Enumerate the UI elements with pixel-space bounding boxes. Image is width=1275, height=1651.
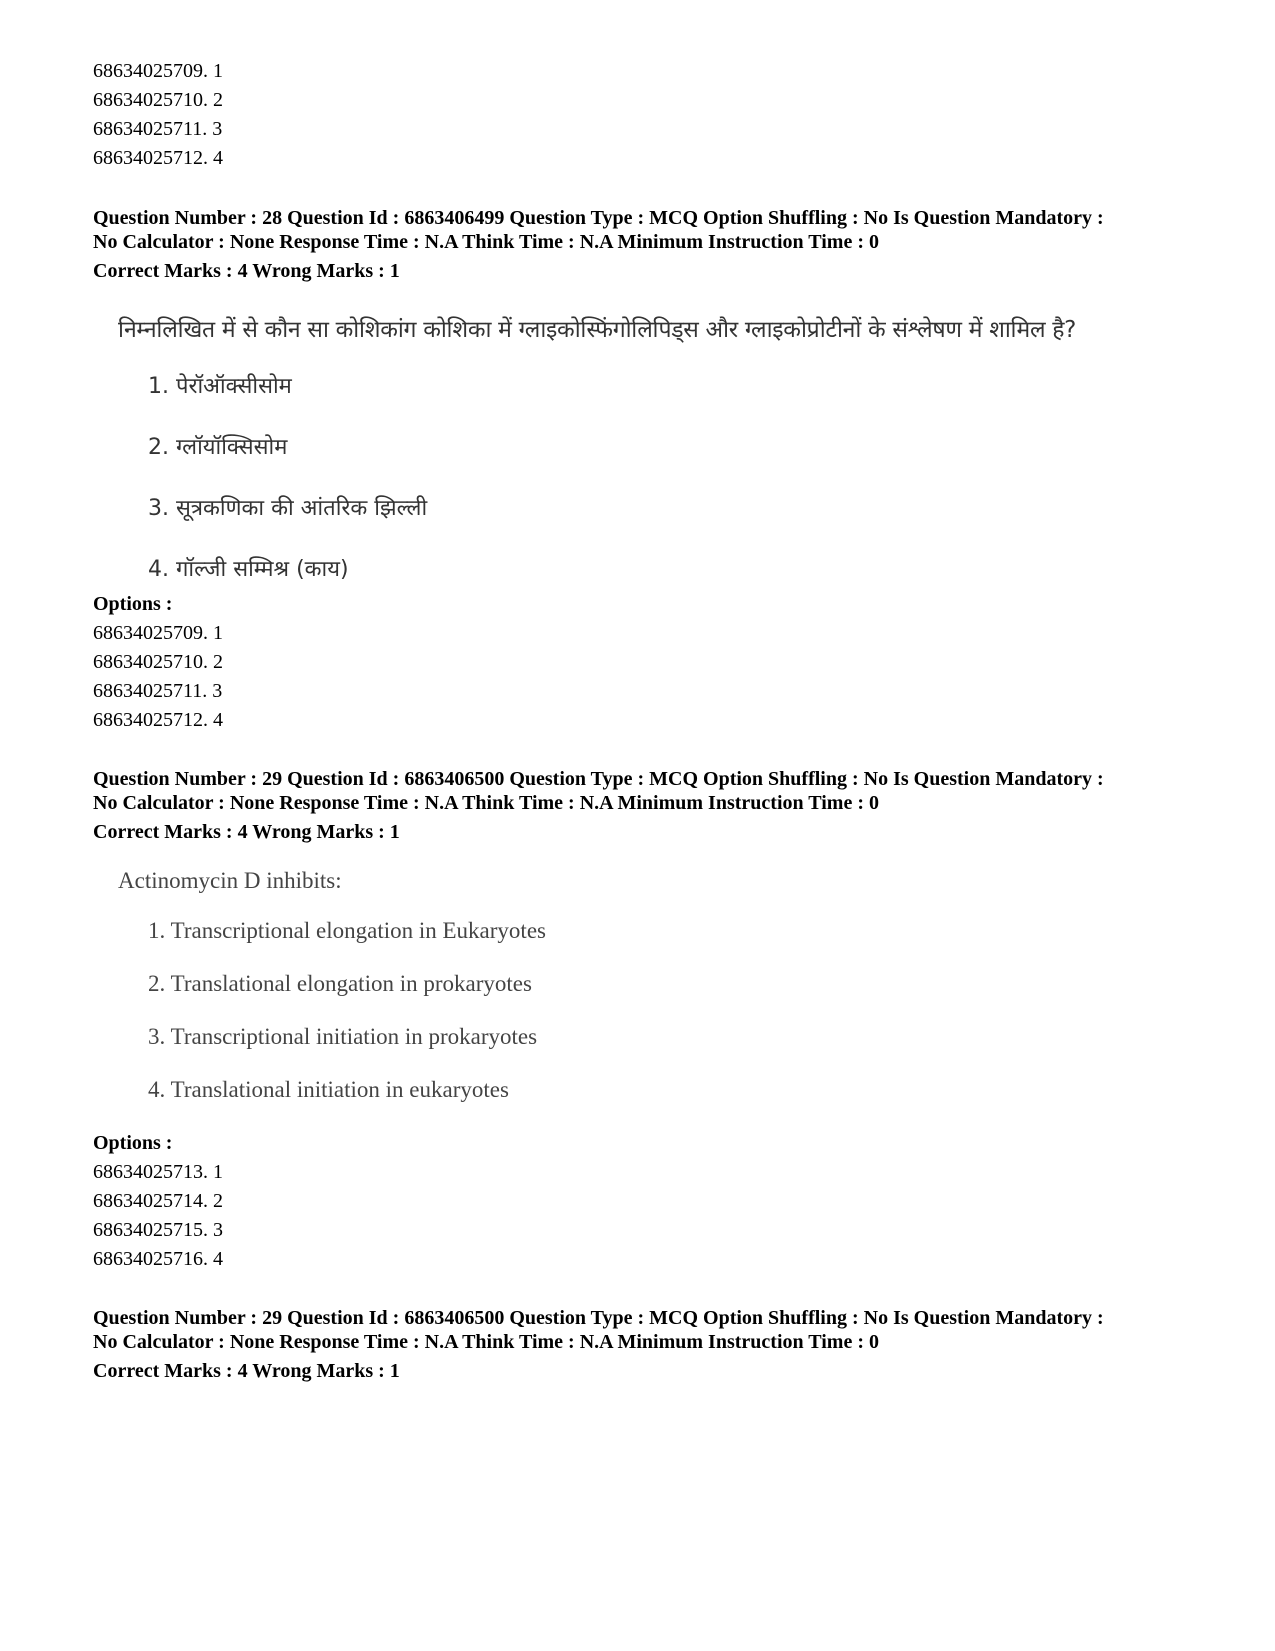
question-meta-line: Question Number : 29 Question Id : 6863406500 Question Type : MCQ Option Shuffling : No Is Question Mandatory : <box>93 768 1104 790</box>
question-choice: 2. Translational elongation in prokaryotes <box>148 971 532 996</box>
question-stem: Actinomycin D inhibits: <box>118 868 342 893</box>
question-choice: 1. पेरॉऑक्सीसोम <box>148 374 292 399</box>
options-list-q29 <box>93 1129 223 1274</box>
option-item: 68634025714. 2 <box>93 1190 223 1212</box>
option-item: 68634025711. 3 <box>93 118 223 140</box>
option-item: 68634025712. 4 <box>93 709 223 731</box>
question-choice: 3. Transcriptional initiation in prokaryotes <box>148 1024 538 1049</box>
question-choice: 1. Transcriptional elongation in Eukaryotes <box>148 918 546 943</box>
option-item: 68634025713. 1 <box>93 1161 223 1183</box>
question-meta-line: No Calculator : None Response Time : N.A Think Time : N.A Minimum Instruction Time : 0 <box>93 231 879 253</box>
question-meta-line: No Calculator : None Response Time : N.A Think Time : N.A Minimum Instruction Time : 0 <box>93 1331 879 1353</box>
option-item: 68634025710. 2 <box>93 651 223 673</box>
option-item: 68634025709. 1 <box>93 622 223 644</box>
option-item: 68634025709. 1 <box>93 60 223 82</box>
options-list-previous <box>93 57 223 173</box>
options-label: Options : <box>93 1132 173 1154</box>
question-29-meta <box>93 767 1233 844</box>
question-28-content <box>118 312 1076 583</box>
question-meta-line: Question Number : 28 Question Id : 6863406499 Question Type : MCQ Option Shuffling : No Is Question Mandatory : <box>93 207 1104 229</box>
option-item: 68634025712. 4 <box>93 147 223 169</box>
question-choice: 2. ग्लॉयॉक्सिसोम <box>148 435 288 460</box>
question-choice: 3. सूत्रकणिका की आंतरिक झिल्ली <box>148 496 428 521</box>
question-marks: Correct Marks : 4 Wrong Marks : 1 <box>93 821 400 843</box>
question-marks: Correct Marks : 4 Wrong Marks : 1 <box>93 260 400 282</box>
question-29-meta-repeat <box>93 1306 1233 1383</box>
question-stem: निम्नलिखित में से कौन सा कोशिकांग कोशिका में ग्लाइकोस्फिंगोलिपिड्स और ग्लाइकोप्रोटीनों के संश्लेषण में शामिल है? <box>118 317 1077 343</box>
option-item: 68634025710. 2 <box>93 89 223 111</box>
question-meta-line: Question Number : 29 Question Id : 6863406500 Question Type : MCQ Option Shuffling : No Is Question Mandatory : <box>93 1307 1104 1329</box>
options-label: Options : <box>93 593 173 615</box>
options-list-q28 <box>93 590 223 735</box>
option-item: 68634025716. 4 <box>93 1248 223 1270</box>
question-29-content <box>118 868 546 1103</box>
option-item: 68634025715. 3 <box>93 1219 223 1241</box>
question-choice: 4. Translational initiation in eukaryotes <box>148 1077 509 1102</box>
question-choice: 4. गॉल्जी सम्मिश्र (काय) <box>148 557 349 582</box>
question-28-meta <box>93 206 1233 283</box>
option-item: 68634025711. 3 <box>93 680 223 702</box>
question-meta-line: No Calculator : None Response Time : N.A Think Time : N.A Minimum Instruction Time : 0 <box>93 792 879 814</box>
question-marks: Correct Marks : 4 Wrong Marks : 1 <box>93 1360 400 1382</box>
